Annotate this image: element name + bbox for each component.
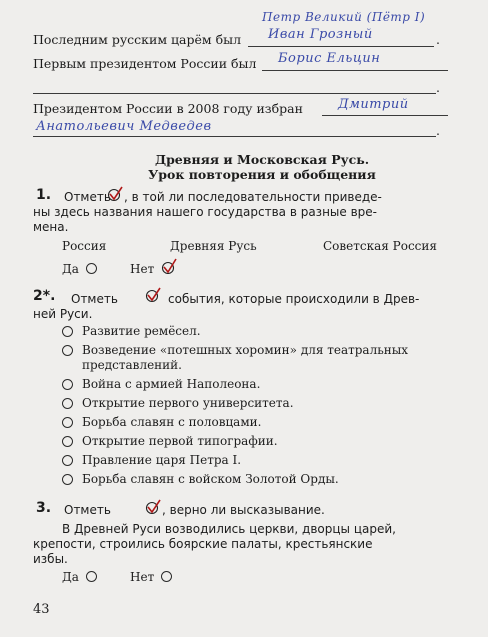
q1-name-3: Советская Россия: [323, 239, 437, 253]
check-mark-icon: [144, 499, 162, 515]
q2-text-c: ней Руси.: [33, 307, 93, 321]
q1-name-1: Россия: [62, 239, 107, 253]
q3-yes-circle[interactable]: [86, 571, 97, 582]
answer-line-2: [262, 70, 448, 71]
q1-text-a: Отметь: [64, 190, 111, 204]
q2-option-circle[interactable]: [62, 398, 73, 409]
q2-option: Борьба славян с войском Золотой Орды.: [82, 472, 339, 486]
q3-no-circle[interactable]: [161, 571, 172, 582]
president-label: Первым президентом России был: [33, 56, 257, 71]
last-tsar-label: Последним русским царём был: [33, 32, 242, 47]
q1-name-2: Древняя Русь: [170, 239, 257, 253]
q1-yes-label: Да: [62, 262, 79, 276]
q2-option-circle[interactable]: [62, 455, 73, 466]
q2-option: Возведение «потешных хоромин» для театральных: [82, 343, 409, 357]
period-3: .: [436, 123, 440, 138]
q3-statement-1: В Древней Руси возводились церкви, дворцы царей,: [62, 522, 396, 536]
q2-option-circle[interactable]: [62, 379, 73, 390]
period-1: .: [436, 32, 440, 47]
q3-number: 3.: [36, 500, 52, 516]
q3-yes-label: Да: [62, 570, 79, 584]
q2-option: Война с армией Наполеона.: [82, 377, 261, 391]
q2-option-circle[interactable]: [62, 345, 73, 356]
lesson-subtitle: Урок повторения и обобщения: [148, 167, 376, 182]
check-mark-icon: [144, 287, 162, 303]
q1-no-checked-circle[interactable]: [160, 258, 178, 274]
lesson-title: Древняя и Московская Русь.: [154, 152, 370, 167]
q2-text-b: события, которые происходили в Древ-: [168, 292, 420, 306]
q3-statement-3: избы.: [33, 552, 68, 566]
q2-option-circle[interactable]: [62, 436, 73, 447]
q2-option: Развитие ремёсел.: [82, 324, 201, 338]
q2-option-circle[interactable]: [62, 326, 73, 337]
answer-line-1: [248, 46, 434, 47]
q3-text-b: , верно ли высказывание.: [162, 503, 325, 517]
period-2: .: [436, 80, 440, 95]
q1-text-b: , в той ли последовательности приведе-: [124, 190, 382, 204]
handwritten-answer-top: Петр Великий (Пётр I): [262, 10, 426, 24]
q3-no-label: Нет: [130, 570, 155, 584]
q2-option-cont: представлений.: [82, 358, 182, 372]
q2-number: 2*.: [33, 288, 56, 304]
q2-option: Борьба славян с половцами.: [82, 415, 262, 429]
q2-option: Открытие первой типографии.: [82, 434, 278, 448]
q3-text-a: Отметь: [64, 503, 111, 517]
answer-line-3: [33, 93, 436, 94]
q3-statement-2: крепости, строились боярские палаты, крестьянские: [33, 537, 373, 551]
q2-option: Правление царя Петра I.: [82, 453, 242, 467]
handwritten-answer-president: Борис Ельцин: [278, 51, 381, 66]
q1-yes-circle[interactable]: [86, 263, 97, 274]
answer-line-5: [33, 136, 436, 137]
handwritten-answer-tsar: Иван Грозный: [268, 27, 373, 42]
elected-label: Президентом России в 2008 году избран: [33, 101, 303, 116]
q2-option-circle[interactable]: [62, 417, 73, 428]
handwritten-answer-elected-2: Анатольевич Медведев: [36, 119, 212, 134]
q2-option: Открытие первого университета.: [82, 396, 294, 410]
handwritten-answer-elected-1: Дмитрий: [338, 97, 409, 112]
q1-text-c: ны здесь названия нашего государства в разные вре-: [33, 205, 377, 219]
check-mark-icon: [106, 186, 124, 202]
q2-option-circle[interactable]: [62, 474, 73, 485]
q1-number: 1.: [36, 187, 52, 203]
q1-text-d: мена.: [33, 220, 69, 234]
page-number: 43: [33, 602, 50, 617]
q2-text-a: Отметь: [71, 292, 118, 306]
q1-no-label: Нет: [130, 262, 155, 276]
answer-line-4: [322, 115, 448, 116]
